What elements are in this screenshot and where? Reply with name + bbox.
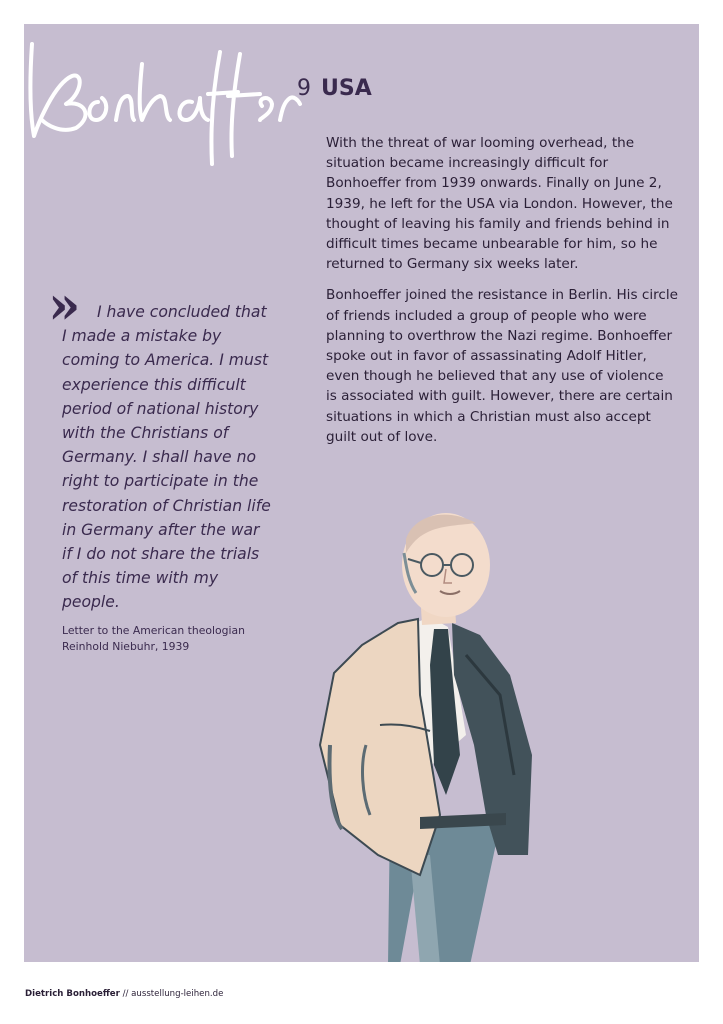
footer-separator: // [122,989,129,999]
poster-panel [24,24,699,962]
quote-mark: » [48,275,81,336]
footer-name: Dietrich Bonhoeffer [25,989,120,999]
quote-source: Letter to the American theologian Reinhold Niebuhr, 1939 [62,624,245,653]
chapter-title: USA [321,76,372,101]
footer [25,989,223,999]
footer-url: ausstellung-leihen.de [131,989,224,999]
chapter-number: 9 [297,76,311,101]
quote-body: I have concluded that I made a mistake by coming to America. I must experience this difficult period of national history with the Christians of Germany. I shall have no right to participate in the restoration of Christian life in Germany after the war if I do not share the trials of this time with my people. [62,303,271,612]
quote-text [62,300,272,615]
body-text [326,133,678,458]
bonhoeffer-signature [24,24,314,174]
body-paragraph: Bonhoeffer joined the resistance in Berlin. His circle of friends included a group of people who were planning to overthrow the Nazi regime. Bonhoeffer spoke out in favor of assassinating Adolf Hitler, even though he believed that any use of violence is associated with guilt. However, there are certain situations in which a Christian must also accept guilt out of love. [326,287,679,445]
body-paragraph: With the threat of war looming overhead, the situation became increasingly difficult for Bonhoeffer from 1939 onwards. Finally on June 2, 1939, he left for the USA via London. However, the thought of leaving his family and friends behind in difficult times became unbearable for him, so he returned to Germany six weeks later. [326,135,673,273]
bonhoeffer-portrait-illustration [270,495,560,962]
chapter-heading [297,76,372,101]
